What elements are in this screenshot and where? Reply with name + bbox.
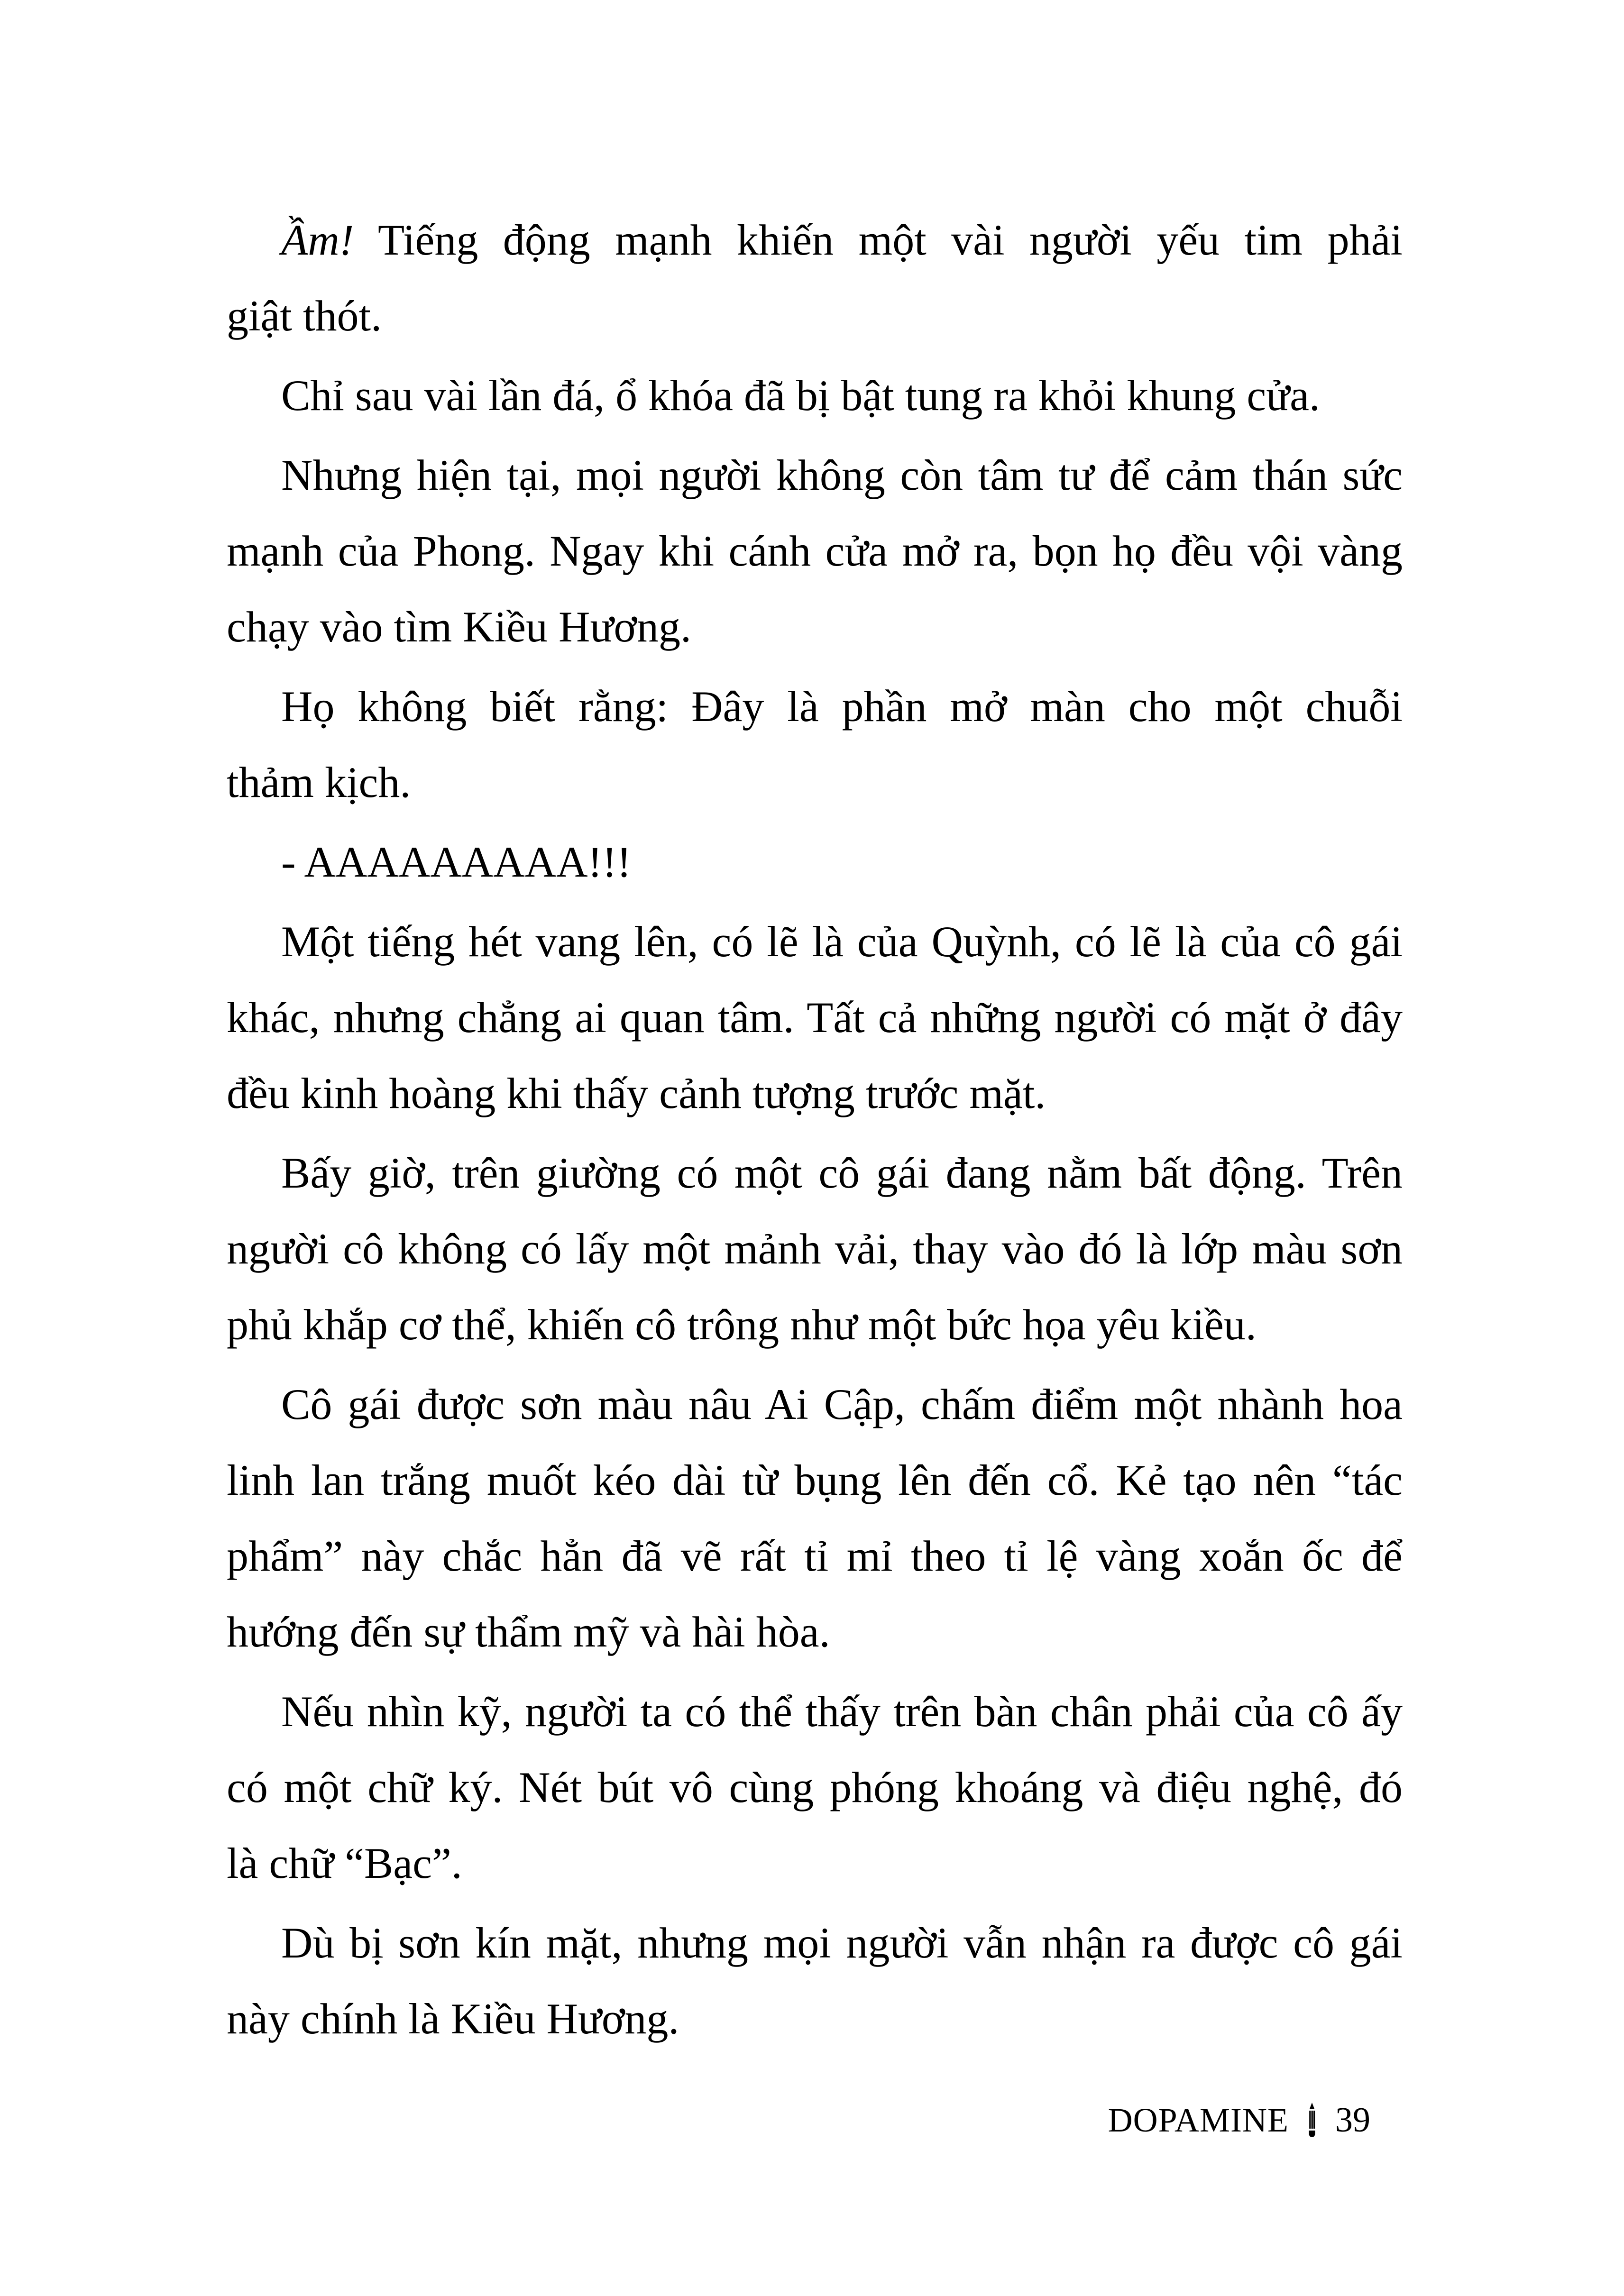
- paragraph: [227, 1366, 1403, 1670]
- paragraph: [227, 1674, 1403, 1901]
- text-line: này chính là Kiều Hương.: [227, 1994, 679, 2043]
- pencil-icon: [1307, 2103, 1317, 2138]
- text-line: phủ khắp cơ thể, khiến cô trông như một bức họa yêu kiều.: [227, 1300, 1257, 1349]
- paragraph: [227, 824, 1403, 900]
- text-line: Một tiếng hét vang lên, có lẽ là của Quỳnh, có lẽ là của cô gái: [281, 917, 1403, 966]
- page-number: 39: [1335, 2101, 1370, 2140]
- page-footer: [1108, 2101, 1370, 2139]
- paragraph: [227, 202, 1403, 354]
- onomatopoeia-italic: Ầm!: [281, 216, 354, 264]
- text-line: linh lan trắng muốt kéo dài từ bụng lên đến cổ. Kẻ tạo nên “tác: [227, 1456, 1403, 1504]
- text-block: [227, 202, 1403, 2060]
- text-line: người cô không có lấy một mảnh vải, thay vào đó là lớp màu sơn: [227, 1225, 1403, 1273]
- paragraph: [227, 1905, 1403, 2057]
- text-line: Nếu nhìn kỹ, người ta có thể thấy trên bàn chân phải của cô ấy: [281, 1687, 1403, 1736]
- text-run: Tiếng động mạnh khiến một vài người yếu tim phải: [378, 216, 1403, 264]
- text-line: Nhưng hiện tại, mọi người không còn tâm tư để cảm thán sức: [281, 451, 1403, 499]
- text-line: Cô gái được sơn màu nâu Ai Cập, chấm điểm một nhành hoa: [281, 1380, 1403, 1428]
- text-line: hướng đến sự thẩm mỹ và hài hòa.: [227, 1608, 830, 1656]
- paragraph: [227, 437, 1403, 665]
- text-line: mạnh của Phong. Ngay khi cánh cửa mở ra, bọn họ đều vội vàng: [227, 527, 1403, 575]
- text-line: Dù bị sơn kín mặt, nhưng mọi người vẫn nhận ra được cô gái: [281, 1919, 1403, 1967]
- text-line: giật thót.: [227, 292, 382, 340]
- paragraph: [227, 668, 1403, 820]
- paragraph: [227, 1135, 1403, 1363]
- text-line: có một chữ ký. Nét bút vô cùng phóng khoáng và điệu nghệ, đó: [227, 1763, 1403, 1811]
- text-line: thảm kịch.: [227, 758, 411, 806]
- text-line: Họ không biết rằng: Đây là phần mở màn cho một chuỗi: [281, 682, 1403, 731]
- text-line: phẩm” này chắc hẳn đã vẽ rất tỉ mỉ theo tỉ lệ vàng xoắn ốc để: [227, 1532, 1403, 1580]
- paragraph: [227, 357, 1403, 433]
- text-line: Chỉ sau vài lần đá, ổ khóa đã bị bật tung ra khỏi khung cửa.: [281, 371, 1320, 420]
- text-line: đều kinh hoàng khi thấy cảnh tượng trước mặt.: [227, 1069, 1046, 1117]
- text-line: khác, nhưng chẳng ai quan tâm. Tất cả những người có mặt ở đây: [227, 993, 1403, 1042]
- text-line: - AAAAAAAAA!!!: [281, 838, 632, 886]
- paragraph: [227, 904, 1403, 1131]
- book-title: DOPAMINE: [1108, 2101, 1289, 2139]
- text-line: Bấy giờ, trên giường có một cô gái đang nằm bất động. Trên: [281, 1149, 1403, 1197]
- text-line: chạy vào tìm Kiều Hương.: [227, 603, 691, 651]
- text-line: [227, 202, 1403, 278]
- text-line: là chữ “Bạc”.: [227, 1839, 462, 1887]
